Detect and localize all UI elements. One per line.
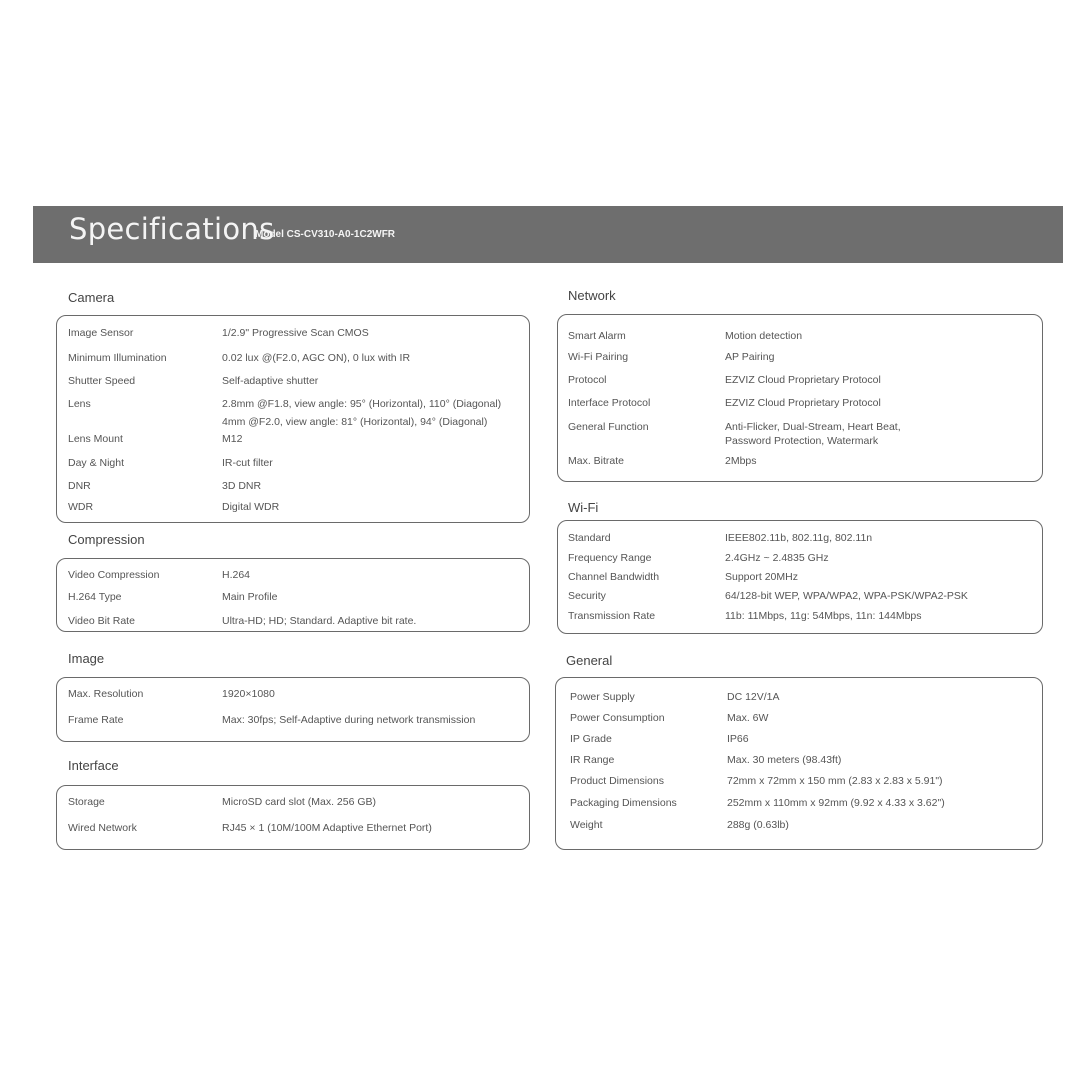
spec-value: RJ45 × 1 (10M/100M Adaptive Ethernet Port) [222, 822, 432, 834]
page-title: Specifications [69, 212, 275, 246]
interface-box [56, 785, 530, 850]
spec-value: Max: 30fps; Self-Adaptive during network transmission [222, 714, 476, 726]
spec-label: Frame Rate [68, 714, 124, 726]
spec-value: 4mm @F2.0, view angle: 81° (Horizontal), 94° (Diagonal) [222, 416, 488, 428]
spec-value: Password Protection, Watermark [725, 435, 879, 447]
spec-label: Max. Bitrate [568, 455, 625, 467]
spec-value: Self-adaptive shutter [222, 375, 319, 387]
spec-label: Lens Mount [68, 433, 123, 445]
section-title-wifi: Wi-Fi [568, 500, 599, 515]
spec-label: Day & Night [68, 457, 125, 469]
spec-value: 2.4GHz ~ 2.4835 GHz [725, 552, 829, 564]
model-number: Model CS-CV310-A0-1C2WFR [255, 229, 396, 240]
spec-label: Storage [68, 796, 105, 808]
spec-label: Product Dimensions [570, 775, 664, 787]
section-title-image: Image [68, 651, 105, 666]
spec-value: 64/128-bit WEP, WPA/WPA2, WPA-PSK/WPA2-PSK [725, 590, 968, 602]
spec-label: IR Range [570, 754, 615, 766]
image-box [56, 677, 530, 742]
spec-value: Max. 6W [727, 712, 769, 724]
spec-label: H.264 Type [68, 591, 122, 603]
spec-value: IEEE802.11b, 802.11g, 802.11n [725, 532, 873, 544]
section-title-general: General [566, 653, 613, 668]
spec-label: Weight [570, 819, 603, 831]
spec-label: Standard [568, 532, 611, 544]
spec-label: Interface Protocol [568, 397, 651, 409]
spec-label: Frequency Range [568, 552, 652, 564]
spec-label: Transmission Rate [568, 610, 656, 622]
spec-value: 72mm x 72mm x 150 mm (2.83 x 2.83 x 5.91") [727, 775, 943, 787]
spec-value: Max. 30 meters (98.43ft) [727, 754, 842, 766]
spec-label: Power Supply [570, 691, 635, 703]
spec-label: Image Sensor [68, 327, 134, 339]
spec-label: Video Compression [68, 569, 160, 581]
section-title-network: Network [568, 288, 616, 303]
spec-banner [33, 206, 1063, 263]
spec-label: Wired Network [68, 822, 137, 834]
spec-value: MicroSD card slot (Max. 256 GB) [222, 796, 377, 808]
spec-value: IP66 [727, 733, 749, 745]
spec-value: EZVIZ Cloud Proprietary Protocol [725, 374, 881, 386]
spec-value: 2.8mm @F1.8, view angle: 95° (Horizontal), 110° (Diagonal) [222, 398, 502, 410]
spec-value: 1920×1080 [222, 688, 275, 700]
spec-value: 3D DNR [222, 480, 262, 492]
spec-label: Lens [68, 398, 91, 410]
spec-value: Anti-Flicker, Dual-Stream, Heart Beat, [725, 421, 901, 433]
spec-value: 2Mbps [725, 455, 757, 467]
spec-value: Digital WDR [222, 501, 280, 513]
spec-label: Channel Bandwidth [568, 571, 660, 583]
spec-label: Packaging Dimensions [570, 797, 677, 809]
spec-label: Video Bit Rate [68, 615, 135, 627]
spec-label: Shutter Speed [68, 375, 136, 387]
spec-value: 252mm x 110mm x 92mm (9.92 x 4.33 x 3.62") [727, 797, 945, 809]
spec-value: AP Pairing [725, 351, 775, 363]
spec-value: DC 12V/1A [727, 691, 780, 703]
spec-value: Support 20MHz [725, 571, 798, 583]
spec-label: IP Grade [570, 733, 612, 745]
spec-value: 0.02 lux @(F2.0, AGC ON), 0 lux with IR [222, 352, 411, 364]
spec-value: 288g (0.63lb) [727, 819, 789, 831]
spec-value: Main Profile [222, 591, 278, 603]
spec-label: Max. Resolution [68, 688, 144, 700]
spec-value: 11b: 11Mbps, 11g: 54Mbps, 11n: 144Mbps [725, 610, 922, 622]
section-title-compression: Compression [68, 532, 145, 547]
spec-label: WDR [68, 501, 94, 513]
spec-label: Security [568, 590, 606, 602]
spec-value: M12 [222, 433, 243, 445]
spec-label: Wi-Fi Pairing [568, 351, 629, 363]
spec-value: EZVIZ Cloud Proprietary Protocol [725, 397, 881, 409]
spec-label: Minimum Illumination [68, 352, 167, 364]
spec-value: H.264 [222, 569, 251, 581]
spec-label: Protocol [568, 374, 607, 386]
section-title-interface: Interface [68, 758, 119, 773]
section-title-camera: Camera [68, 290, 115, 305]
spec-label: DNR [68, 480, 91, 492]
spec-label: Power Consumption [570, 712, 665, 724]
spec-value: IR-cut filter [222, 457, 273, 469]
spec-label: Smart Alarm [568, 330, 626, 342]
spec-value: Motion detection [725, 330, 803, 342]
spec-value: 1/2.9" Progressive Scan CMOS [222, 327, 369, 339]
spec-value: Ultra-HD; HD; Standard. Adaptive bit rate. [222, 615, 417, 627]
spec-label: General Function [568, 421, 649, 433]
